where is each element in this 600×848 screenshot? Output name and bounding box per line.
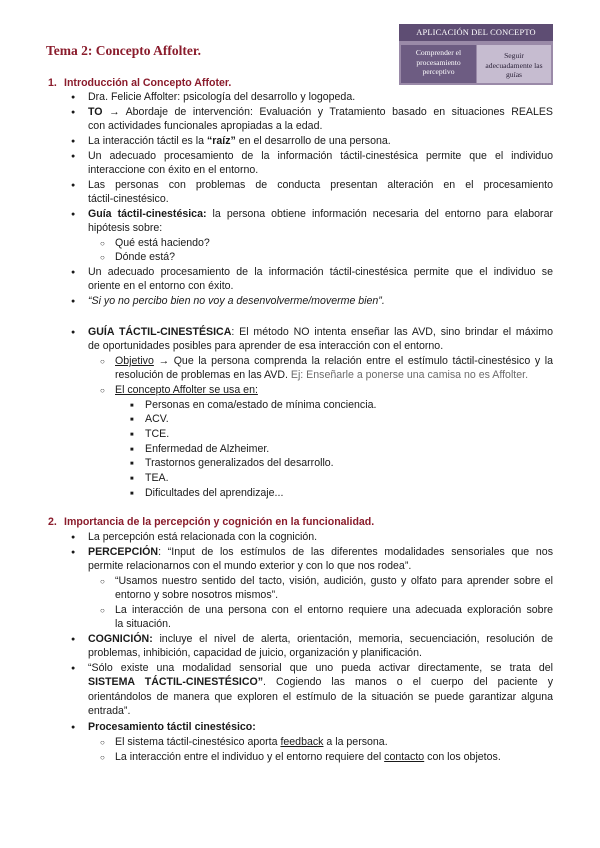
list-item: Las personas con problemas de conducta presentan alteración en el procesamiento bbox=[88, 179, 553, 191]
sub-list-item-continuation: entorno y sobre nosotros mismos”. bbox=[115, 589, 279, 601]
section-1-heading bbox=[48, 76, 231, 91]
concept-box-right-line: guías bbox=[505, 70, 523, 80]
text: en el desarrollo de una persona. bbox=[235, 135, 391, 147]
sub-bullet-icon bbox=[100, 750, 105, 766]
text: El sistema táctil-cinestésico aporta bbox=[115, 736, 281, 748]
concept-box-header: APLICACIÓN DEL CONCEPTO bbox=[399, 24, 553, 41]
bullet-icon bbox=[71, 720, 75, 737]
sub-list-item-continuation bbox=[115, 368, 528, 383]
text: La interacción entre el individuo y el entorno requiere del bbox=[115, 751, 385, 763]
list-item-continuation bbox=[88, 675, 553, 690]
square-bullet-icon bbox=[130, 486, 134, 503]
concept-box-left-line: Comprender el bbox=[415, 48, 462, 57]
bold-text: SISTEMA TÁCTIL-CINESTÉSICO” bbox=[88, 676, 264, 688]
bold-text: TO bbox=[88, 106, 103, 118]
bullet-icon bbox=[71, 149, 75, 166]
sub-bullet-icon bbox=[100, 603, 105, 619]
use-item: Enfermedad de Alzheimer. bbox=[145, 443, 270, 455]
bullet-icon bbox=[71, 265, 75, 282]
section-2-number: 2. bbox=[48, 516, 57, 528]
text: → Abordaje de intervención: Evaluación y Tratamiento basado en situaciones REALES bbox=[102, 106, 553, 118]
list-item: Dra. Felicie Affolter: psicología del desarrollo y logopeda. bbox=[88, 91, 356, 103]
use-item: Dificultades del aprendizaje... bbox=[145, 487, 284, 499]
bold-text: PERCEPCIÓN bbox=[88, 546, 159, 558]
text: a la persona. bbox=[323, 736, 388, 748]
sub-list-item: Qué está haciendo? bbox=[115, 237, 210, 249]
sub-list-item: “Usamos nuestro sentido del tacto, visión, audición, gusto y olfato para aprender sobre el bbox=[115, 575, 553, 587]
use-item: Personas en coma/estado de mínima conciencia. bbox=[145, 399, 377, 411]
list-item-continuation: hipótesis sobre: bbox=[88, 222, 163, 234]
concept-box-right-line: adecuadamente las bbox=[485, 60, 543, 70]
bullet-icon bbox=[71, 178, 75, 195]
list-item bbox=[88, 325, 553, 340]
sub-bullet-icon bbox=[100, 574, 105, 590]
concept-application-diagram bbox=[399, 24, 553, 85]
sub-bullet-icon bbox=[100, 250, 105, 266]
bullet-icon bbox=[71, 325, 75, 342]
concept-box-left-line: perceptivo bbox=[422, 67, 455, 77]
sub-list-item: El concepto Affolter se usa en: bbox=[115, 384, 258, 396]
list-item bbox=[88, 632, 553, 647]
list-item-continuation: con actividades funcionales apropiadas a la edad. bbox=[88, 120, 323, 132]
list-item bbox=[88, 545, 553, 560]
section-2-title: Importancia de la percepción y cognición en la funcionalidad. bbox=[64, 516, 375, 528]
sub-list-item bbox=[115, 750, 501, 765]
section-1-number: 1. bbox=[48, 77, 57, 89]
bullet-icon bbox=[71, 294, 75, 311]
text: . Cogiendo las manos o el cuerpo del paciente y bbox=[263, 676, 553, 688]
concept-box-left bbox=[401, 45, 476, 83]
list-item: La percepción está relacionada con la cognición. bbox=[88, 531, 318, 543]
text: : “Input de los estímulos de las diferentes modalidades sensoriales que nos bbox=[158, 546, 553, 558]
concept-box-right-line: Seguir bbox=[504, 51, 524, 60]
use-item: Trastornos generalizados del desarrollo. bbox=[145, 457, 334, 469]
text: : El método NO intenta enseñar las AVD, sino brindar el máximo bbox=[231, 326, 553, 338]
list-item-continuation: oriente en el entorno con éxito. bbox=[88, 280, 234, 292]
text: La interacción táctil es la bbox=[88, 135, 207, 147]
list-item-continuation: interaccione con éxito en el entorno. bbox=[88, 164, 259, 176]
use-item: TCE. bbox=[145, 428, 170, 440]
underlined-text: Objetivo bbox=[115, 355, 154, 367]
document-title: Tema 2: Concepto Affolter. bbox=[46, 43, 201, 58]
sub-list-item: Dónde está? bbox=[115, 251, 176, 263]
bullet-icon bbox=[71, 661, 75, 678]
section-1-title: Introducción al Concepto Affoter. bbox=[64, 77, 232, 89]
concept-box-right bbox=[477, 45, 551, 83]
text: → Que la persona comprenda la relación entre el estímulo táctil-cinestésico y la bbox=[153, 355, 553, 367]
list-item: “Sólo existe una modalidad sensorial que uno pueda activar directamente, se trata del bbox=[88, 662, 553, 674]
list-item: Un adecuado procesamiento de la información táctil-cinestésica permite que el individuo bbox=[88, 150, 553, 162]
underlined-text: contacto bbox=[384, 751, 425, 763]
sub-bullet-icon bbox=[100, 354, 105, 370]
sub-bullet-icon bbox=[100, 735, 105, 751]
list-item: Un adecuado procesamiento de la información táctil-cinestésica permite que el individuo se bbox=[88, 266, 553, 278]
list-item-continuation: problemas, inhibición, capacidad de juicio, organización y planificación. bbox=[88, 647, 422, 659]
bold-text: COGNICIÓN: bbox=[88, 633, 153, 645]
list-item: Procesamiento táctil cinestésico: bbox=[88, 721, 256, 733]
list-item-continuation: táctil-cinestésico. bbox=[88, 193, 169, 205]
sub-list-item: La interacción de una persona con el entorno requiere una adecuada exploración sobre bbox=[115, 604, 553, 616]
sub-list-item bbox=[115, 354, 553, 369]
list-item bbox=[88, 134, 391, 149]
bullet-icon bbox=[71, 105, 75, 122]
list-item bbox=[88, 207, 553, 222]
concept-box-left-line: procesamiento bbox=[416, 57, 461, 67]
section-2-heading bbox=[48, 515, 374, 530]
list-item bbox=[88, 105, 553, 120]
list-item-continuation: permite relacionarnos con el mundo exterior y con lo que nos rodea”. bbox=[88, 560, 412, 572]
text: la persona obtiene información necesaria del entorno para elaborar bbox=[206, 208, 553, 220]
example-text: Ej: Enseñarle a ponerse una camisa no es Affolter. bbox=[287, 369, 529, 381]
sub-list-item bbox=[115, 735, 388, 750]
list-item-continuation: entrada”. bbox=[88, 705, 131, 717]
bullet-icon bbox=[71, 207, 75, 224]
bullet-icon bbox=[71, 545, 75, 562]
bold-text: “raíz” bbox=[206, 135, 236, 147]
use-item: TEA. bbox=[145, 472, 169, 484]
bold-text: Guía táctil-cinestésica: bbox=[88, 208, 207, 220]
underlined-text: feedback bbox=[280, 736, 324, 748]
text: incluye el nivel de alerta, orientación, memoria, secuenciación, resolución de bbox=[152, 633, 553, 645]
sub-list-item-continuation: la situación. bbox=[115, 618, 171, 630]
sub-bullet-icon bbox=[100, 383, 105, 399]
bullet-icon bbox=[71, 632, 75, 649]
list-item-quote: “Si yo no percibo bien no voy a desenvolverme/moverme bien”. bbox=[88, 295, 385, 307]
use-item: ACV. bbox=[145, 413, 169, 425]
bold-text: GUÍA TÁCTIL-CINESTÉSICA bbox=[88, 326, 232, 338]
list-item-continuation: orientándolos de manera que exploren el estímulo de la situación se puede garantizar alguna bbox=[88, 691, 553, 703]
list-item-continuation: de oportunidades posibles para aprender de esa interacción con el entorno. bbox=[88, 340, 444, 352]
text: con los objetos. bbox=[424, 751, 501, 763]
text: resolución de problemas en las AVD. bbox=[115, 369, 288, 381]
